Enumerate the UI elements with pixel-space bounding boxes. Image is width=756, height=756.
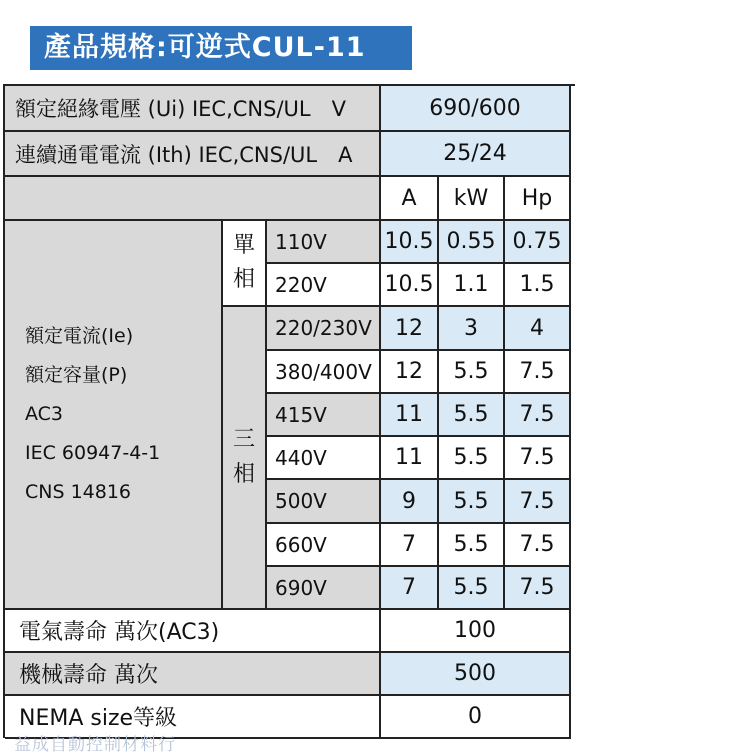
- current-cell: 9: [381, 480, 439, 524]
- single-phase-label: 單 相: [223, 221, 267, 307]
- nema-size-label: NEMA size等級: [5, 696, 381, 739]
- voltage-cell: 660V: [267, 524, 381, 567]
- thermal-current-label: 連續通電電流 (Ith) IEC,CNS/UL A: [5, 132, 381, 177]
- kw-cell: 5.5: [439, 480, 505, 524]
- hp-cell: 7.5: [505, 567, 571, 610]
- current-cell: 7: [381, 567, 439, 610]
- thermal-current-value: 25/24: [381, 132, 571, 177]
- current-cell: 10.5: [381, 221, 439, 264]
- spec-line: AC3: [25, 403, 64, 425]
- hp-cell: 7.5: [505, 524, 571, 567]
- current-cell: 12: [381, 307, 439, 351]
- kw-cell: 5.5: [439, 394, 505, 437]
- kw-cell: 1.1: [439, 264, 505, 307]
- kw-cell: 5.5: [439, 351, 505, 394]
- hp-cell: 7.5: [505, 394, 571, 437]
- electrical-life-value: 100: [381, 610, 571, 653]
- kw-cell: 3: [439, 307, 505, 351]
- current-cell: 10.5: [381, 264, 439, 307]
- current-cell: 11: [381, 437, 439, 480]
- kw-cell: 5.5: [439, 524, 505, 567]
- nema-size-value: 0: [381, 696, 571, 739]
- voltage-cell: 440V: [267, 437, 381, 480]
- hp-cell: 7.5: [505, 437, 571, 480]
- header-hp: Hp: [505, 177, 571, 221]
- hp-cell: 1.5: [505, 264, 571, 307]
- mechanical-life-label: 機械壽命 萬次: [5, 653, 381, 696]
- spec-line: IEC 60947-4-1: [25, 442, 161, 464]
- electrical-life-label: 電氣壽命 萬次(AC3): [5, 610, 381, 653]
- spec-line: 額定容量(P): [25, 364, 128, 386]
- spec-line: CNS 14816: [25, 481, 132, 503]
- kw-cell: 0.55: [439, 221, 505, 264]
- voltage-cell: 220V: [267, 264, 381, 307]
- watermark: 益成自動控制材料行: [14, 735, 176, 755]
- voltage-cell: 220/230V: [267, 307, 381, 351]
- mechanical-life-value: 500: [381, 653, 571, 696]
- spec-table: [3, 84, 575, 738]
- header-kw: kW: [439, 177, 505, 221]
- hp-cell: 0.75: [505, 221, 571, 264]
- header-blank-cell: [5, 177, 381, 221]
- rated-spec-description: [5, 221, 223, 610]
- header-ampere: A: [381, 177, 439, 221]
- voltage-cell: 690V: [267, 567, 381, 610]
- voltage-cell: 500V: [267, 480, 381, 524]
- current-cell: 7: [381, 524, 439, 567]
- voltage-cell: 110V: [267, 221, 381, 264]
- hp-cell: 7.5: [505, 480, 571, 524]
- voltage-cell: 380/400V: [267, 351, 381, 394]
- rated-voltage-value: 690/600: [381, 86, 571, 132]
- hp-cell: 7.5: [505, 351, 571, 394]
- page-title: 產品規格:可逆式CUL-11: [30, 26, 412, 70]
- voltage-cell: 415V: [267, 394, 381, 437]
- rated-voltage-label: 額定絕緣電壓 (Ui) IEC,CNS/UL V: [5, 86, 381, 132]
- kw-cell: 5.5: [439, 567, 505, 610]
- hp-cell: 4: [505, 307, 571, 351]
- current-cell: 11: [381, 394, 439, 437]
- three-phase-label: 三 相: [223, 307, 267, 610]
- current-cell: 12: [381, 351, 439, 394]
- kw-cell: 5.5: [439, 437, 505, 480]
- spec-line: 額定電流(Ie): [25, 325, 134, 347]
